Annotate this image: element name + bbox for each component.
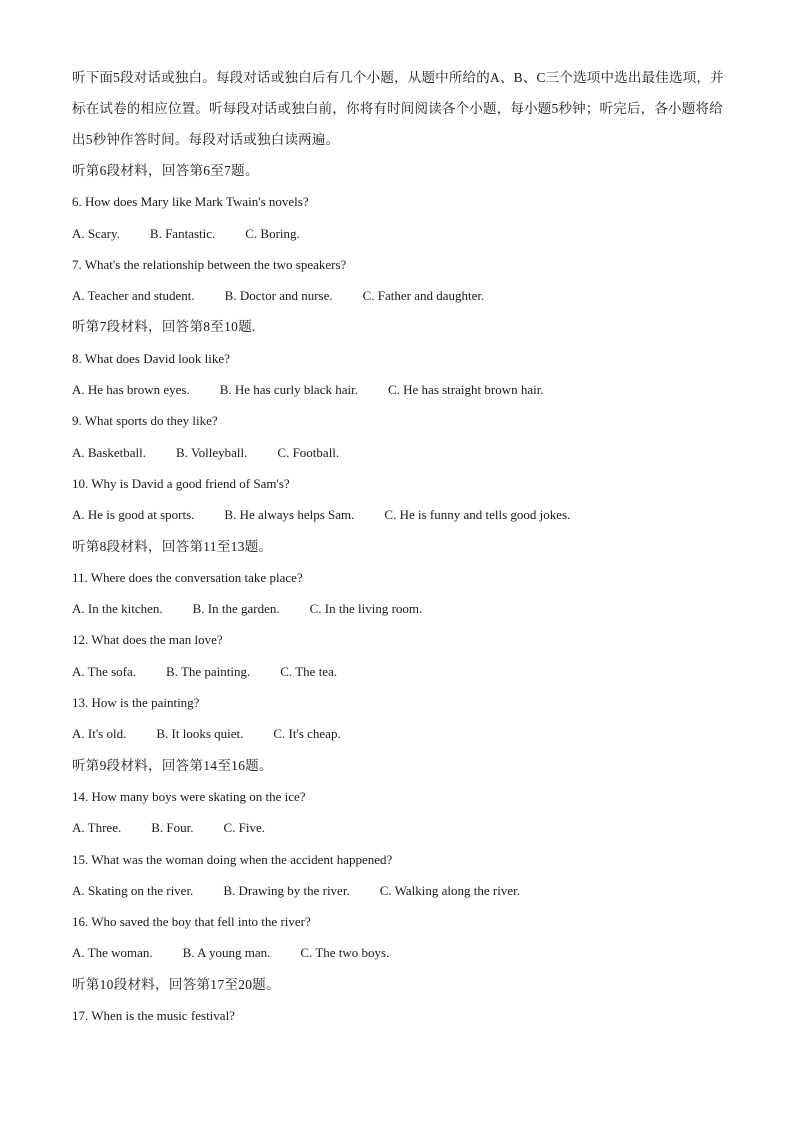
answer-option: B. Volleyball. xyxy=(176,444,248,460)
answer-option: A. Scary. xyxy=(72,225,120,241)
answer-option: C. Five. xyxy=(223,820,266,836)
answer-options xyxy=(72,280,724,311)
answer-option: A. In the kitchen. xyxy=(72,601,163,617)
answer-option: C. He has straight brown hair. xyxy=(387,382,544,398)
answer-option: B. It looks quiet. xyxy=(156,726,244,742)
answer-option: C. In the living room. xyxy=(309,601,423,617)
question-text: 14. How many boys were skating on the ice? xyxy=(72,788,306,804)
answer-options xyxy=(72,875,724,906)
answer-option: A. The woman. xyxy=(72,945,153,961)
answer-option: C. The two boys. xyxy=(300,945,390,961)
question-text: 16. Who saved the boy that fell into the river? xyxy=(72,914,311,930)
answer-option: B. Doctor and nurse. xyxy=(224,288,333,304)
question-text: 11. Where does the conversation take place? xyxy=(72,569,303,585)
answer-option: B. In the garden. xyxy=(192,601,280,617)
question-text: 9. What sports do they like? xyxy=(72,413,218,429)
answer-option: A. Basketball. xyxy=(72,444,147,460)
answer-option: A. He has brown eyes. xyxy=(72,382,190,398)
question-list xyxy=(72,155,724,1031)
answer-options xyxy=(72,218,724,249)
section-heading: 听第9段材料，回答第14至16题。 xyxy=(72,757,273,773)
answer-option: A. The sofa. xyxy=(72,663,137,679)
answer-option: B. A young man. xyxy=(182,945,271,961)
answer-option: A. Teacher and student. xyxy=(72,288,195,304)
answer-option: A. He is good at sports. xyxy=(72,507,195,523)
section-heading: 听第10段材料，回答第17至20题。 xyxy=(72,976,280,992)
section-heading: 听第8段材料，回答第11至13题。 xyxy=(72,538,273,554)
question-text: 8. What does David look like? xyxy=(72,350,230,366)
answer-options xyxy=(72,437,724,468)
answer-option: C. The tea. xyxy=(280,663,338,679)
answer-option: A. It's old. xyxy=(72,726,127,742)
answer-option: B. He has curly black hair. xyxy=(219,382,358,398)
answer-options xyxy=(72,374,724,405)
answer-option: B. He always helps Sam. xyxy=(224,507,355,523)
answer-option: C. It's cheap. xyxy=(273,726,341,742)
answer-option: A. Three. xyxy=(72,820,122,836)
answer-option: C. Boring. xyxy=(245,225,300,241)
answer-option: C. Football. xyxy=(277,444,340,460)
question-text: 12. What does the man love? xyxy=(72,632,223,648)
answer-option: B. Four. xyxy=(151,820,194,836)
answer-option: C. Walking along the river. xyxy=(379,882,520,898)
instructions-paragraph: 听下面5段对话或独白。每段对话或独白后有几个小题，从题中所给的A、B、C三个选项中选出最佳选项，并标在试卷的相应位置。听每段对话或独白前，你将有时间阅读各个小题，每小题5秒钟；听完后，各小题将给出5秒钟作答时间。每段对话或独白读两遍。 xyxy=(72,70,724,147)
section-heading: 听第6段材料，回答第6至7题。 xyxy=(72,163,259,178)
question-text: 10. Why is David a good friend of Sam's? xyxy=(72,475,290,491)
answer-options xyxy=(72,718,724,749)
answer-options xyxy=(72,656,724,687)
question-text: 17. When is the music festival? xyxy=(72,1008,235,1024)
answer-option: B. Drawing by the river. xyxy=(223,882,350,898)
question-text: 13. How is the painting? xyxy=(72,695,200,711)
answer-options xyxy=(72,937,724,968)
answer-option: A. Skating on the river. xyxy=(72,882,194,898)
question-text: 7. What's the relationship between the two speakers? xyxy=(72,256,347,272)
question-text: 6. How does Mary like Mark Twain's novels? xyxy=(72,194,309,210)
answer-options xyxy=(72,812,724,843)
answer-options xyxy=(72,593,724,624)
answer-option: B. The painting. xyxy=(166,663,251,679)
answer-option: C. He is funny and tells good jokes. xyxy=(384,507,571,523)
answer-option: B. Fantastic. xyxy=(149,225,216,241)
section-heading: 听第7段材料，回答第8至10题. xyxy=(72,319,256,335)
exam-page xyxy=(72,62,724,1031)
answer-options xyxy=(72,499,724,530)
answer-option: C. Father and daughter. xyxy=(362,288,485,304)
question-text: 15. What was the woman doing when the accident happened? xyxy=(72,851,393,867)
